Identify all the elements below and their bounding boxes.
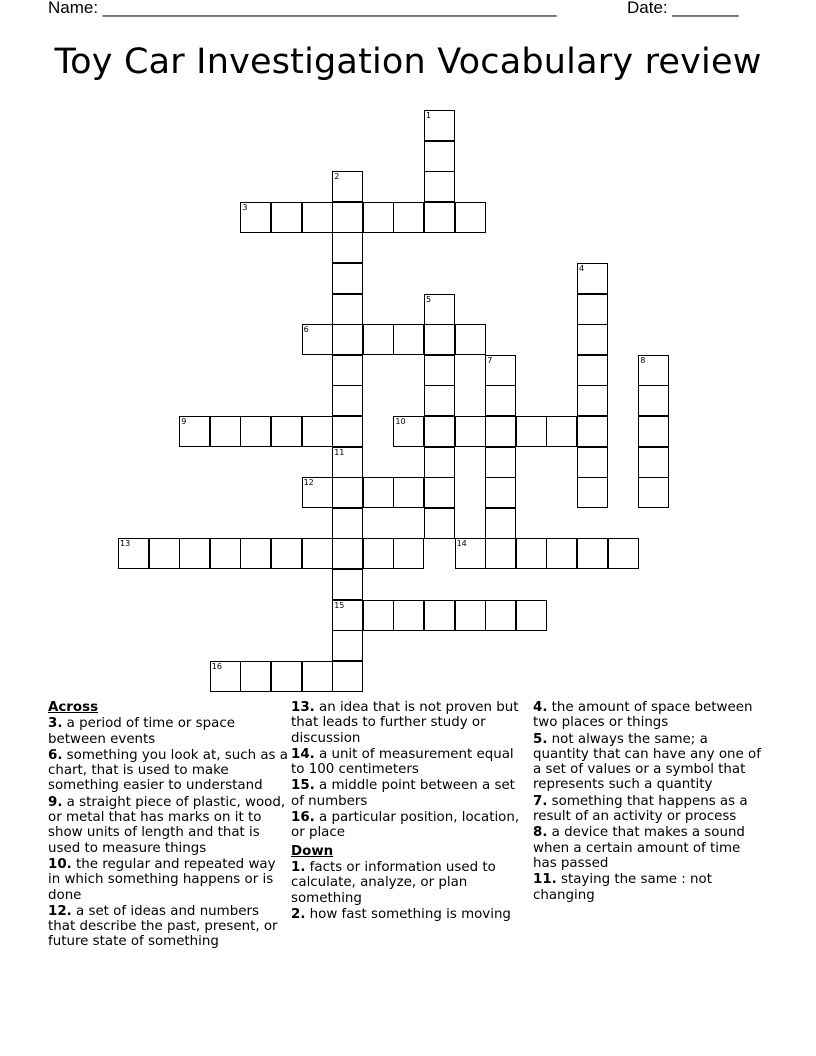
grid-cell[interactable]: [332, 232, 363, 263]
cell-number: 5: [426, 294, 432, 304]
grid-cell[interactable]: [332, 385, 363, 416]
grid-cell[interactable]: [363, 202, 394, 233]
grid-cell[interactable]: [302, 416, 333, 447]
grid-cell[interactable]: [485, 385, 516, 416]
grid-cell[interactable]: [332, 294, 363, 325]
grid-cell[interactable]: [271, 416, 302, 447]
grid-cell[interactable]: [424, 385, 455, 416]
cell-number: 11: [334, 447, 345, 457]
grid-cell[interactable]: [302, 324, 333, 355]
grid-cell[interactable]: [424, 416, 455, 447]
down-heading: Down: [291, 843, 334, 859]
cell-number: 6: [303, 325, 309, 335]
grid-cell[interactable]: [302, 477, 333, 508]
clues-column-3: [533, 700, 763, 904]
grid-cell[interactable]: [393, 416, 424, 447]
cell-number: 8: [640, 355, 646, 365]
clue-across-16: 16. a particular position, location, or place: [291, 810, 520, 841]
grid-cell[interactable]: [302, 202, 333, 233]
grid-cell[interactable]: [424, 294, 455, 325]
clue-down-2: 2. how fast something is moving: [291, 906, 511, 922]
cell-number: 3: [242, 202, 248, 212]
grid-cell[interactable]: [424, 355, 455, 386]
grid-cell[interactable]: [393, 202, 424, 233]
grid-cell[interactable]: [455, 416, 486, 447]
grid-cell[interactable]: [516, 600, 547, 631]
grid-cell[interactable]: [516, 416, 547, 447]
grid-cell[interactable]: [332, 202, 363, 233]
grid-cell[interactable]: [332, 324, 363, 355]
grid-cell[interactable]: [638, 447, 669, 478]
grid-cell[interactable]: [485, 477, 516, 508]
grid-cell[interactable]: [240, 416, 271, 447]
clue-across-12: 12. a set of ideas and numbers that describe the past, present, or future state of something: [48, 903, 278, 950]
grid-cell[interactable]: [332, 508, 363, 539]
grid-cell[interactable]: [546, 416, 577, 447]
grid-cell[interactable]: [424, 110, 455, 141]
grid-cell[interactable]: [455, 538, 486, 569]
grid-cell[interactable]: [240, 202, 271, 233]
grid-cell[interactable]: [332, 630, 363, 661]
cell-number: 14: [456, 539, 467, 549]
name-field-label: Name: ________________________________________________: [48, 0, 557, 17]
clues-column-2: [291, 700, 527, 923]
grid-cell[interactable]: [424, 508, 455, 539]
date-field-label: Date: _______: [627, 0, 739, 17]
grid-cell[interactable]: [577, 477, 608, 508]
grid-cell[interactable]: [271, 202, 302, 233]
grid-cell[interactable]: [332, 600, 363, 631]
grid-cell[interactable]: [485, 355, 516, 386]
cell-number: 1: [426, 111, 432, 120]
grid-cell[interactable]: [363, 324, 394, 355]
grid-cell[interactable]: [179, 538, 210, 569]
grid-cell[interactable]: [516, 538, 547, 569]
across-heading: Across: [48, 700, 99, 715]
clue-down-4: 4. the amount of space between two places or things: [533, 700, 753, 731]
grid-cell[interactable]: [332, 355, 363, 386]
grid-cell[interactable]: [577, 447, 608, 478]
grid-cell[interactable]: [424, 202, 455, 233]
cell-number: 15: [334, 600, 345, 610]
clues-column-1: [48, 700, 288, 951]
cell-number: 10: [395, 417, 406, 426]
grid-cell[interactable]: [424, 324, 455, 355]
grid-cell[interactable]: [393, 324, 424, 355]
grid-cell[interactable]: [638, 416, 669, 447]
page-title: Toy Car Investigation Vocabulary review: [54, 42, 762, 82]
grid-cell[interactable]: [485, 416, 516, 447]
grid-cell[interactable]: [149, 538, 180, 569]
grid-cell[interactable]: [302, 538, 333, 569]
grid-cell[interactable]: [332, 263, 363, 294]
grid-cell[interactable]: [363, 538, 394, 569]
cell-number: 2: [334, 172, 340, 182]
grid-cell[interactable]: [393, 600, 424, 631]
grid-cell[interactable]: [577, 385, 608, 416]
grid-cell[interactable]: [485, 508, 516, 539]
grid-cell[interactable]: [577, 416, 608, 447]
clue-across-13: 13. an idea that is not proven but that leads to further study or discussion: [291, 700, 519, 746]
grid-cell[interactable]: [485, 600, 516, 631]
cell-number: 7: [487, 355, 493, 365]
clue-down-8: 8. a device that makes a sound when a certain amount of time has passed: [533, 825, 745, 871]
grid-cell[interactable]: [424, 600, 455, 631]
grid-cell[interactable]: [240, 661, 271, 692]
grid-cell[interactable]: [608, 538, 639, 569]
grid-cell[interactable]: [455, 600, 486, 631]
grid-cell[interactable]: [271, 538, 302, 569]
grid-cell[interactable]: [271, 661, 302, 692]
grid-cell[interactable]: [332, 447, 363, 478]
grid-cell[interactable]: [210, 538, 241, 569]
grid-cell[interactable]: [485, 538, 516, 569]
grid-cell[interactable]: [393, 477, 424, 508]
cell-number: 13: [120, 539, 131, 549]
grid-cell[interactable]: [424, 171, 455, 202]
clue-down-1: 1. facts or information used to calculate, analyze, or plan something: [291, 859, 496, 906]
grid-cell[interactable]: [577, 324, 608, 355]
grid-cell[interactable]: [546, 538, 577, 569]
cell-number: 16: [211, 661, 222, 671]
grid-cell[interactable]: [363, 600, 394, 631]
grid-cell[interactable]: [577, 263, 608, 294]
clue-down-5: 5. not always the same; a quantity that can have any one of a set of values or a symbol that represents such a quantity: [533, 731, 761, 793]
grid-cell[interactable]: [424, 447, 455, 478]
grid-cell[interactable]: [179, 416, 210, 447]
grid-cell[interactable]: [577, 538, 608, 569]
grid-cell[interactable]: [638, 477, 669, 508]
grid-cell[interactable]: [210, 416, 241, 447]
cell-number: 4: [579, 264, 585, 273]
grid-cell[interactable]: [455, 324, 486, 355]
grid-cell[interactable]: [332, 569, 363, 600]
grid-cell[interactable]: [393, 538, 424, 569]
grid-cell[interactable]: [485, 447, 516, 478]
clue-across-9: 9. a straight piece of plastic, wood, or metal that has marks on it to show units of length and that is used to measure things: [48, 794, 286, 856]
clue-down-7: 7. something that happens as a result of an activity or process: [533, 793, 748, 825]
grid-cell[interactable]: [424, 477, 455, 508]
grid-cell[interactable]: [577, 294, 608, 325]
grid-cell[interactable]: [455, 202, 486, 233]
grid-cell[interactable]: [332, 477, 363, 508]
cell-number: 9: [181, 417, 187, 426]
grid-cell[interactable]: [363, 477, 394, 508]
grid-cell[interactable]: [332, 416, 363, 447]
clue-across-14: 14. a unit of measurement equal to 100 centimeters: [291, 746, 514, 778]
grid-cell[interactable]: [424, 141, 455, 172]
grid-cell[interactable]: [638, 385, 669, 416]
grid-cell[interactable]: [302, 661, 333, 692]
clue-across-3: 3. a period of time or space between events: [48, 716, 235, 747]
clue-across-15: 15. a middle point between a set of numbers: [291, 778, 515, 809]
grid-cell[interactable]: [332, 171, 363, 202]
clue-across-10: 10. the regular and repeated way in which something happens or is done: [48, 856, 276, 903]
grid-cell[interactable]: [210, 661, 241, 692]
cell-number: 12: [303, 478, 314, 488]
clue-down-11: 11. staying the same : not changing: [533, 872, 712, 903]
grid-cell[interactable]: [638, 355, 669, 386]
grid-cell[interactable]: [332, 538, 363, 569]
grid-cell[interactable]: [577, 355, 608, 386]
clue-across-6: 6. something you look at, such as a chart, that is used to make something easier to understand: [48, 747, 288, 794]
grid-cell[interactable]: [332, 661, 363, 692]
grid-cell[interactable]: [240, 538, 271, 569]
grid-cell[interactable]: [118, 538, 149, 569]
